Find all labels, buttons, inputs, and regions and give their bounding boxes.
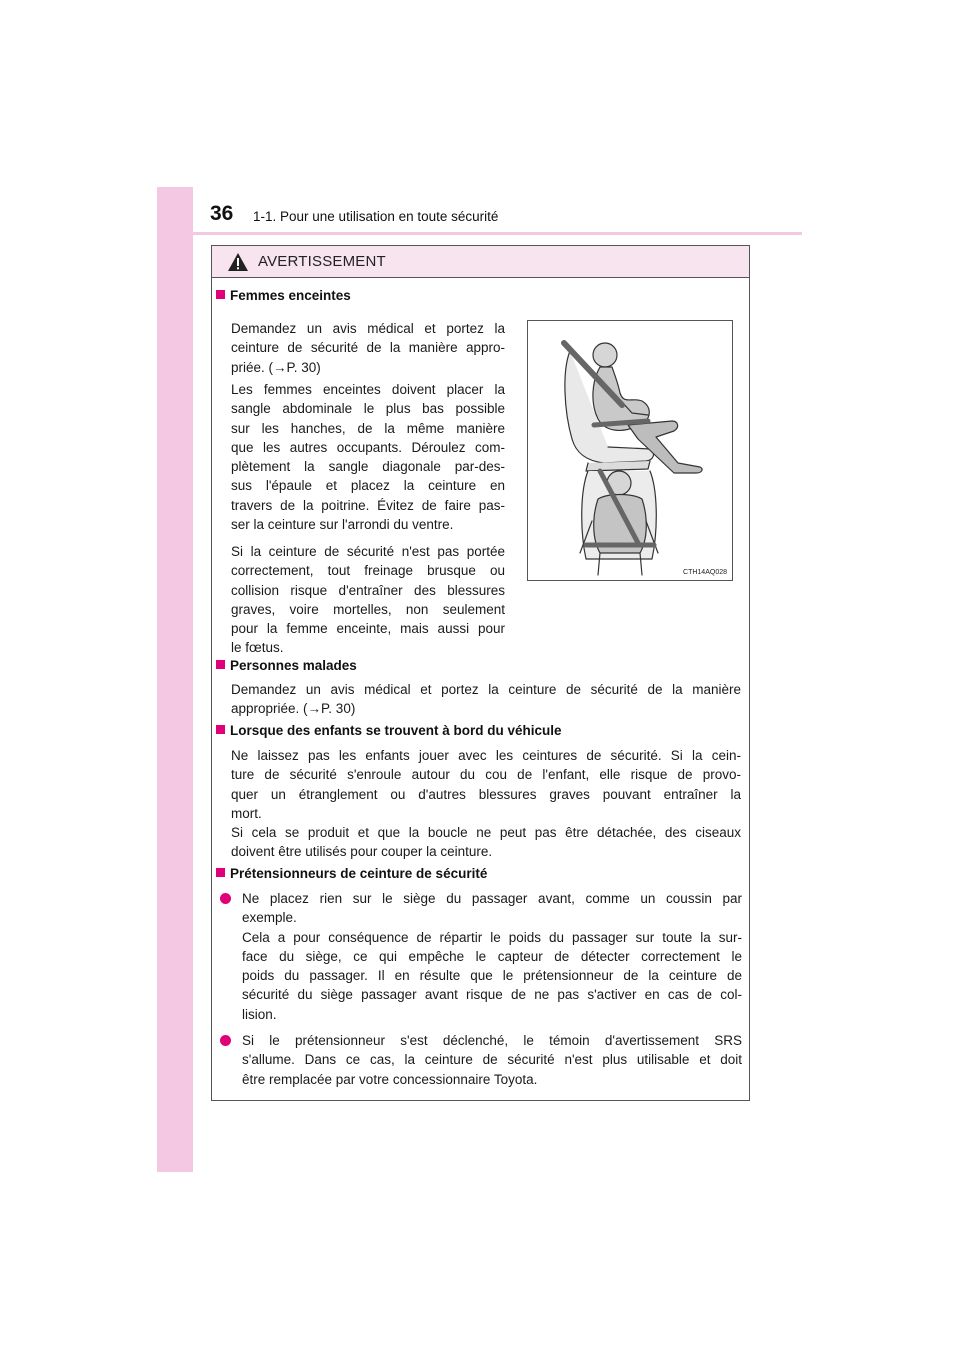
children-paragraph-1: Ne laissez pas les enfants jouer avec les ceintures de sécurité. Si la cein- ture de sécurité s'enroule autour du cou de l'enfant, elle risque de provo- quer un étranglement ou d'autres blessures graves pouvant entraîner la mort. [231, 748, 741, 821]
round-bullet-icon [220, 1035, 231, 1046]
section-title: 1-1. Pour une utilisation en toute sécurité [253, 209, 499, 224]
round-bullet-icon [220, 893, 231, 904]
section-heading-pretensioners: Prétensionneurs de ceinture de sécurité [216, 866, 487, 881]
pregnant-seatbelt-illustration [527, 320, 733, 581]
warning-title: AVERTISSEMENT [258, 253, 386, 270]
header-rule [193, 232, 802, 235]
warning-box: AVERTISSEMENT Femmes enceintes Demandez un avis médical et portez la ceinture de sécurité de la manière appro- priée. (→P. 30) Les femmes enceintes doivent placer la sangle abdominale le plus bas possible sur les hanches, de la même manière que les autres occupants. Déroulez com- plètement la sangle diagonale par-des- sus l'épaule et placez la ceinture en travers de la poitrine. Évitez de faire pas- ser la ceinture sur l'arrondi du ventre. Si la ceinture de sécurité n'est pas portée correctement, tout freinage brusque ou collision risque d'entraîner des blessures graves, voire mortelles, non seulement pour la femme enceinte, mais aussi pour le fœtus. Personnes malades Demandez un avis médical et portez la ceinture de sécurité de la manière appropriée. (→P. 30) Lorsque des enfants se trouvent à bord du véhicule Ne laissez pas les enfants jouer avec les ceintures de sécurité. Si la cein- ture de sécurité s'enroule autour du cou de l'enfant, elle risque de provo- quer un étranglement ou d'autres blessures graves pouvant entraîner la mort. Si cela se produit et que la boucle ne peut pas être détachée, des ciseaux doivent être utilisés pour couper la ceinture. Prétensionneurs de ceinture de sécurité Ne placez rien sur le siège du passager avant, comme un coussin par exemple. Cela a pour conséquence de répartir le poids du passager sur toute la sur- face du siège, ce qui empêche le capteur de détecter correctement le poids du passager. Il en résulte que le prétensionneur de la ceinture de sécurité du siège passager avant risque de ne pas s'activer en cas de col- lision. Si le prétensionneur s'est déclenché, le témoin d'avertissement SRS s'allume. Dans ce cas, la ceinture de sécurité n'est plus utilisable et doit être remplacée par votre concessionnaire Toyota. [211, 245, 750, 1101]
warning-triangle-icon [227, 252, 249, 272]
square-bullet-icon [216, 290, 225, 299]
square-bullet-icon [216, 725, 225, 734]
illustration-code: CTH14AQ028 [683, 569, 727, 576]
pregnant-paragraph-3: Si la ceinture de sécurité n'est pas portée correctement, tout freinage brusque ou collision risque d'entraîner des blessures graves, voire mortelles, non seulement pour la femme enceinte, mais aussi pour le fœtus. [231, 544, 505, 656]
side-tab [157, 187, 193, 1172]
children-paragraph-2: Si cela se produit et que la boucle ne peut pas être détachée, des ciseaux doivent être utilisés pour couper la ceinture. [231, 825, 741, 860]
page-number: 36 [210, 202, 234, 225]
seatbelt-figure-icon [528, 321, 732, 580]
square-bullet-icon [216, 868, 225, 877]
section-heading-sick: Personnes malades [216, 658, 357, 673]
sick-paragraph: Demandez un avis médical et portez la ceinture de sécurité de la manière appropriée. (→P. 30) [231, 682, 741, 717]
section-heading-children: Lorsque des enfants se trouvent à bord du véhicule [216, 723, 562, 738]
section-heading-pregnant: Femmes enceintes [216, 288, 351, 303]
square-bullet-icon [216, 660, 225, 669]
pregnant-paragraph-1: Demandez un avis médical et portez la ceinture de sécurité de la manière appro- priée. (→P. 30) [231, 321, 505, 375]
warning-header [212, 246, 749, 278]
pregnant-paragraph-2: Les femmes enceintes doivent placer la sangle abdominale le plus bas possible sur les hanches, de la même manière que les autres occupants. Déroulez com- plètement la sangle diagonale par-des- sus l'épaule et placez la ceinture en travers de la poitrine. Évitez de faire pas- ser la ceinture sur l'arrondi du ventre. [231, 382, 505, 533]
